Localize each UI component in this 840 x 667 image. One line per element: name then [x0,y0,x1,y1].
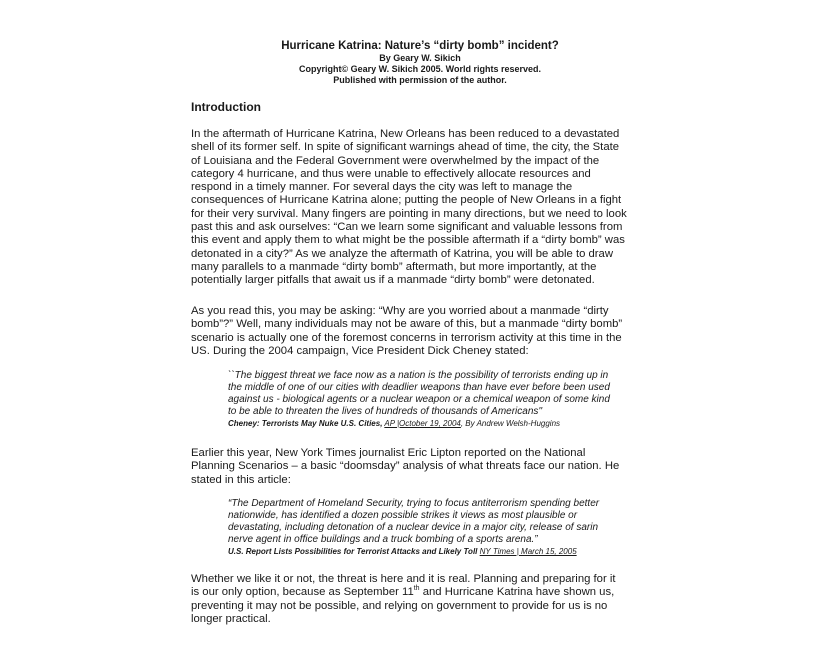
text-segment: is our only option, because as September 11 [191,586,414,599]
permission-line: Published with permission of the author. [333,75,507,85]
section-heading: Introduction [191,100,261,114]
copyright-line: Copyright© Geary W. Sikich 2005. World rights reserved. [298,64,542,74]
quote-homeland-security [228,498,668,557]
quote-line: nationwide, has identified a dozen possible strikes it views as most plausible or [228,510,578,521]
text-line: US. During the 2004 campaign, Vice President Dick Cheney stated: [191,344,529,357]
text-line: stated in this article: [191,473,291,486]
text-line: this event and apply them to what might be the possible aftermath if a “dirty bomb” was [191,234,625,247]
text-line: detonated in a city?” As we analyze the aftermath of Katrina, you will be able to draw [191,247,613,260]
text-line: past this and ask ourselves: “Can we learn some significant and valuable lessons from [191,221,623,234]
quote-citation [228,418,668,429]
text-line: respond in a timely manner. For several days the city was left to manage the [191,181,573,194]
text-line: category 4 hurricane, and thus were unable to effectively allocate resources and [191,167,591,180]
citation-source-link[interactable]: AP |October 19, 2004 [384,419,461,428]
text-line: preventing it may not be possible, and relying on government to provide for us is no [191,599,608,612]
text-line: In the aftermath of Hurricane Katrina, New Orleans has been reduced to a devastated [191,128,620,140]
text-line: consequences of Hurricane Katrina alone; putting the people of New Orleans in a fight [191,194,622,207]
text-line: for their very survival. Many fingers are pointing in many directions, but we need to look [191,207,627,220]
text-line: scenario is actually one of the foremost concerns in terrorism activity at this time in the [191,331,622,344]
quote-line: ``The biggest threat we face now as a nation is the possibility of terrorists ending up in [228,370,609,381]
citation-source-link[interactable]: NY Times | March 15, 2005 [479,547,577,556]
quote-line: the middle of one of our cities with deadlier weapons than have ever before been used [228,382,610,393]
text-line: Earlier this year, New York Times journalist Eric Lipton reported on the National [191,447,586,459]
paragraph-intro [191,128,661,288]
text-line: Whether we like it or not, the threat is here and it is real. Planning and preparing for it [191,573,616,585]
text-line: shell of its former self. In spite of significant warnings ahead of time, the city, the State [191,141,620,154]
text-line: bomb”?” Well, many individuals may not be aware of this, but a manmade “dirty bomb” [191,318,623,331]
paragraph-question [191,305,661,358]
text-line: Planning Scenarios – a basic “doomsday” analysis of what threats face our nation. He [191,460,620,473]
quote-line: to be able to threaten the lives of hundreds of thousands of Americans'' [228,406,543,417]
quote-line: devastating, including detonation of a nuclear device in a major city, release of sarin [228,522,599,533]
text-line: many parallels to a manmade “dirty bomb” aftermath, but more importantly, at the [191,260,597,273]
superscript: th [413,585,420,593]
paragraph-lipton [191,447,661,487]
text-line: of Louisiana and the Federal Government were overwhelmed by the impact of the [191,154,600,167]
text-line [191,586,661,599]
quote-line: nerve agent in office buildings and a truck bombing of a sports arena.” [228,534,538,545]
text-line: potentially larger pitfalls that await us if a manmade “dirty bomb” were detonated. [191,274,595,287]
author-line: By Geary W. Sikich [379,53,461,63]
quote-citation [228,546,668,557]
text-line: As you read this, you may be asking: “Why are you worried about a manmade “dirty [191,305,609,317]
quote-cheney [228,370,668,429]
text-line: longer practical. [191,612,271,625]
citation-title: Cheney: Terrorists May Nuke U.S. Cities, [228,419,383,428]
document-title: Hurricane Katrina: Nature’s “dirty bomb” incident? [281,40,559,52]
text-segment: and Hurricane Katrina have shown us, [419,586,615,599]
document-header [150,40,690,86]
paragraph-conclusion [191,573,661,626]
citation-author: , By Andrew Welsh-Huggins [460,419,561,428]
quote-line: against us - biological agents or a nuclear weapon or a chemical weapon of some kind [228,394,610,405]
citation-title: U.S. Report Lists Possibilities for Terrorist Attacks and Likely Toll [228,547,478,556]
quote-line: “The Department of Homeland Security, trying to focus antiterrorism spending better [228,498,600,509]
